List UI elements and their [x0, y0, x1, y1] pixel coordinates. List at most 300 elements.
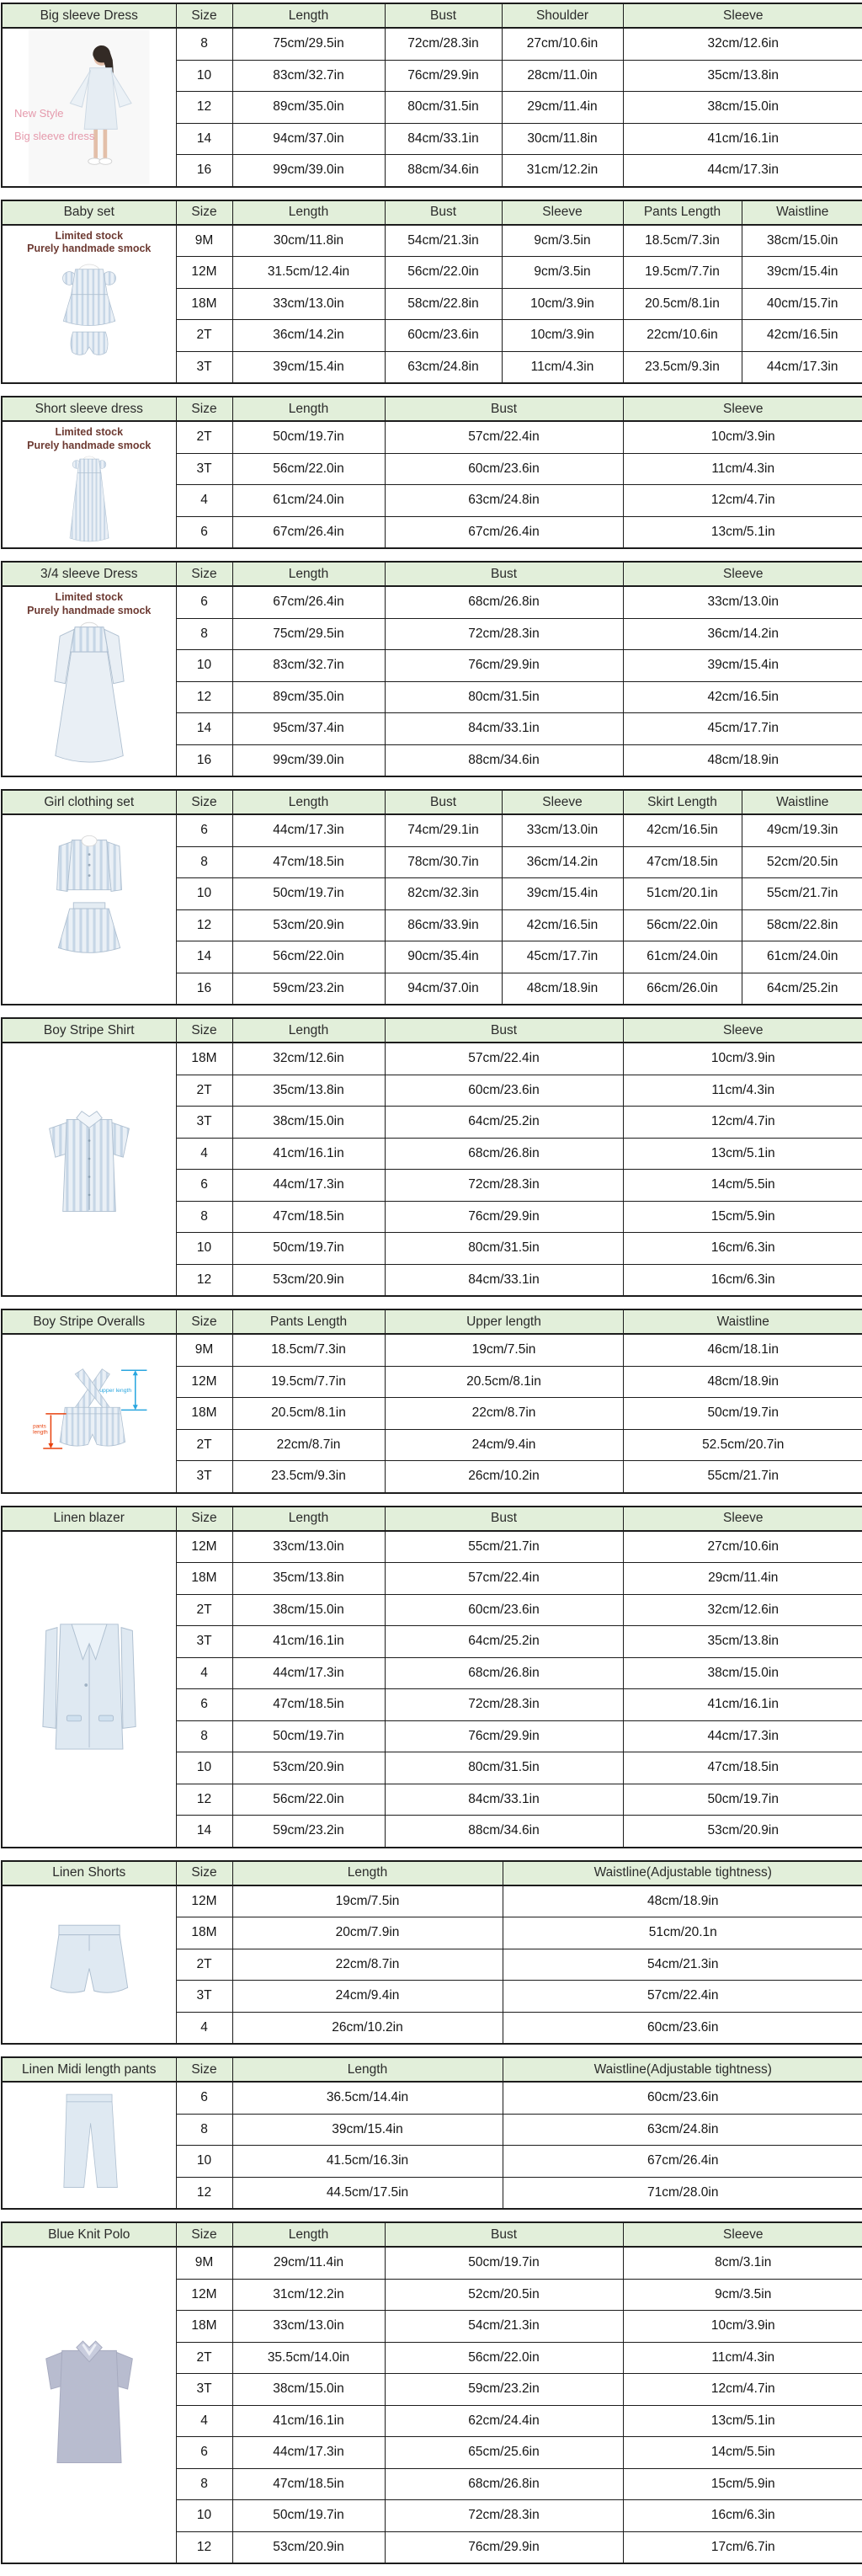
measurement-cell: 50cm/19.7in — [623, 1784, 862, 1816]
size-table-blue-knit-polo — [1, 2221, 862, 2564]
size-cell: 10 — [176, 650, 232, 682]
column-header-length: Length — [232, 1861, 503, 1885]
measurement-cell: 35.5cm/14.0in — [232, 2342, 385, 2374]
measurement-cell: 60cm/23.6in — [385, 1594, 623, 1626]
measurement-cell: 67cm/26.4in — [385, 516, 623, 548]
measurement-cell: 10cm/3.9in — [623, 1043, 862, 1075]
column-header-size: Size — [176, 562, 232, 586]
measurement-cell: 29cm/11.4in — [502, 92, 623, 124]
measurement-cell: 57cm/22.4in — [385, 1563, 623, 1595]
measurement-cell: 41cm/16.1in — [232, 1138, 385, 1170]
column-header-length: Length — [232, 1018, 385, 1043]
column-header-waistline: Waistline — [742, 790, 862, 814]
measurement-cell: 60cm/23.6in — [385, 1075, 623, 1107]
measurement-cell: 86cm/33.9in — [385, 909, 502, 941]
table-row — [2, 421, 862, 453]
column-header-length: Length — [232, 2057, 503, 2082]
measurement-cell: 31cm/12.2in — [502, 155, 623, 187]
header-row — [2, 3, 862, 28]
product-image-girl-set — [3, 815, 176, 1004]
measurement-cell: 30cm/11.8in — [232, 225, 385, 257]
column-header-sleeve: Sleeve — [623, 1018, 862, 1043]
measurement-cell: 45cm/17.7in — [502, 941, 623, 973]
measurement-cell: 38cm/15.0in — [232, 1107, 385, 1139]
size-table-girl-clothing-set — [1, 789, 862, 1005]
measurement-cell: 23.5cm/9.3in — [232, 1461, 385, 1493]
column-header-sleeve: Sleeve — [623, 2222, 862, 2247]
measurement-cell: 40cm/15.7in — [742, 288, 862, 320]
product-title: Linen Midi length pants — [2, 2057, 176, 2082]
measurement-cell: 41.5cm/16.3in — [232, 2146, 503, 2178]
measurement-cell: 61cm/24.0in — [742, 941, 862, 973]
column-header-length: Length — [232, 1507, 385, 1531]
column-header-size: Size — [176, 1309, 232, 1334]
measurement-cell: 50cm/19.7in — [232, 1720, 385, 1752]
measurement-cell: 55cm/21.7in — [385, 1531, 623, 1563]
measurement-cell: 38cm/15.0in — [232, 1594, 385, 1626]
measurement-cell: 80cm/31.5in — [385, 92, 502, 124]
measurement-cell: 88cm/34.6in — [385, 1816, 623, 1848]
measurement-cell: 16cm/6.3in — [623, 2500, 862, 2532]
measurement-cell: 44cm/17.3in — [232, 1657, 385, 1689]
size-table-linen-shorts — [1, 1860, 862, 2045]
measurement-cell: 36.5cm/14.4in — [232, 2082, 503, 2114]
measurement-cell: 13cm/5.1in — [623, 516, 862, 548]
table-row — [2, 814, 862, 846]
size-cell: 4 — [176, 2405, 232, 2437]
product-caption: New Style — [14, 107, 64, 120]
product-image-three-quarter-dress — [3, 587, 176, 776]
size-cell: 4 — [176, 1657, 232, 1689]
measurement-cell: 54cm/21.3in — [503, 1949, 862, 1981]
product-image-cell — [2, 1043, 176, 1296]
product-image-polo — [3, 2248, 176, 2563]
measurement-cell: 32cm/12.6in — [623, 1594, 862, 1626]
measurement-cell: 13cm/5.1in — [623, 2405, 862, 2437]
blue-knit-polo-illustration-icon — [25, 2325, 153, 2485]
measurement-cell: 68cm/26.8in — [385, 2468, 623, 2500]
product-caption: Limited stock — [55, 229, 124, 242]
column-header-size: Size — [176, 1018, 232, 1043]
measurement-cell: 27cm/10.6in — [623, 1531, 862, 1563]
product-title: Short sleeve dress — [2, 397, 176, 421]
size-cell: 16 — [176, 155, 232, 187]
measurement-cell: 23.5cm/9.3in — [623, 351, 742, 383]
measurement-cell: 44.5cm/17.5in — [232, 2177, 503, 2209]
measurement-cell: 19cm/7.5in — [232, 1885, 503, 1917]
measurement-cell: 55cm/21.7in — [742, 878, 862, 910]
measurement-cell: 65cm/25.6in — [385, 2437, 623, 2469]
column-header-sleeve: Sleeve — [502, 200, 623, 225]
measurement-cell: 9cm/3.5in — [502, 225, 623, 257]
measurement-cell: 15cm/5.9in — [623, 2468, 862, 2500]
column-header-sleeve: Sleeve — [623, 562, 862, 586]
boy-stripe-overalls-illustration-icon — [25, 1357, 153, 1469]
measurement-cell: 33cm/13.0in — [232, 288, 385, 320]
column-header-sleeve: Sleeve — [623, 397, 862, 421]
measurement-cell: 83cm/32.7in — [232, 60, 385, 92]
measurement-cell: 41cm/16.1in — [232, 1626, 385, 1658]
size-cell: 8 — [176, 28, 232, 60]
measurement-cell: 88cm/34.6in — [385, 155, 502, 187]
measurement-cell: 47cm/18.5in — [623, 1752, 862, 1784]
measurement-cell: 66cm/26.0in — [623, 973, 742, 1005]
measurement-cell: 80cm/31.5in — [385, 1752, 623, 1784]
measurement-cell: 99cm/39.0in — [232, 744, 385, 776]
measurement-cell: 50cm/19.7in — [232, 421, 385, 453]
measurement-cell: 61cm/24.0in — [623, 941, 742, 973]
measurement-cell: 36cm/14.2in — [623, 618, 862, 650]
baby-set-illustration-icon — [25, 256, 153, 382]
measurement-cell: 30cm/11.8in — [502, 123, 623, 155]
measurement-cell: 56cm/22.0in — [232, 1784, 385, 1816]
measurement-cell: 59cm/23.2in — [232, 1816, 385, 1848]
measurement-cell: 64cm/25.2in — [385, 1107, 623, 1139]
size-cell: 4 — [176, 1138, 232, 1170]
product-caption: Limited stock — [55, 591, 124, 603]
size-table-three-quarter-sleeve-dress — [1, 561, 862, 777]
measurement-cell: 19.5cm/7.7in — [232, 1366, 385, 1398]
measurement-cell: 22cm/8.7in — [385, 1398, 623, 1430]
measurement-cell: 41cm/16.1in — [623, 123, 862, 155]
size-table-boy-stripe-overalls — [1, 1309, 862, 1494]
measurement-cell: 78cm/30.7in — [385, 846, 502, 878]
table-row — [2, 1334, 862, 1366]
measurement-cell: 35cm/13.8in — [623, 60, 862, 92]
measurement-cell: 72cm/28.3in — [385, 28, 502, 60]
size-cell: 12M — [176, 1531, 232, 1563]
measurement-cell: 17cm/6.7in — [623, 2531, 862, 2563]
measurement-cell: 36cm/14.2in — [232, 320, 385, 352]
measurement-cell: 47cm/18.5in — [232, 1201, 385, 1233]
measurement-cell: 49cm/19.3in — [742, 814, 862, 846]
table-row — [2, 2082, 862, 2114]
column-header-pants-length: Pants Length — [232, 1309, 385, 1334]
size-cell: 14 — [176, 123, 232, 155]
measurement-cell: 51cm/20.1in — [623, 878, 742, 910]
size-cell: 2T — [176, 1594, 232, 1626]
measurement-cell: 10cm/3.9in — [623, 421, 862, 453]
product-image-baby-set — [3, 226, 176, 383]
measurement-cell: 57cm/22.4in — [385, 421, 623, 453]
girl-clothing-set-illustration-icon — [25, 830, 153, 989]
size-cell: 10 — [176, 1752, 232, 1784]
measurement-cell: 84cm/33.1in — [385, 123, 502, 155]
column-header-sleeve: Sleeve — [502, 790, 623, 814]
size-table-big-sleeve-dress — [1, 3, 862, 188]
product-caption: Big sleeve dress — [14, 129, 95, 142]
product-title: Girl clothing set — [2, 790, 176, 814]
size-cell: 9M — [176, 1334, 232, 1366]
header-row — [2, 200, 862, 225]
column-header-size: Size — [176, 1507, 232, 1531]
size-table-boy-stripe-shirt — [1, 1017, 862, 1297]
column-header-bust: Bust — [385, 1018, 623, 1043]
column-header-sleeve: Sleeve — [623, 1507, 862, 1531]
measurement-cell: 67cm/26.4in — [232, 516, 385, 548]
size-cell: 12 — [176, 1264, 232, 1296]
column-header-size: Size — [176, 397, 232, 421]
measurement-cell: 46cm/18.1in — [623, 1334, 862, 1366]
size-cell: 10 — [176, 878, 232, 910]
measurement-cell: 72cm/28.3in — [385, 2500, 623, 2532]
measurement-cell: 60cm/23.6in — [385, 453, 623, 485]
size-cell: 6 — [176, 1689, 232, 1721]
size-table-baby-set — [1, 200, 862, 385]
size-cell: 9M — [176, 2247, 232, 2279]
measurement-cell: 38cm/15.0in — [623, 92, 862, 124]
measurement-cell: 33cm/13.0in — [232, 1531, 385, 1563]
measurement-cell: 26cm/10.2in — [232, 2012, 503, 2044]
header-row — [2, 1018, 862, 1043]
measurement-cell: 67cm/26.4in — [503, 2146, 862, 2178]
measurement-cell: 20.5cm/8.1in — [623, 288, 742, 320]
column-header-size: Size — [176, 200, 232, 225]
measurement-cell: 20.5cm/8.1in — [385, 1366, 623, 1398]
measurement-cell: 11cm/4.3in — [623, 453, 862, 485]
linen-midi-pants-illustration-icon — [25, 2085, 153, 2205]
column-header-length: Length — [232, 200, 385, 225]
measurement-cell: 94cm/37.0in — [385, 973, 502, 1005]
measurement-cell: 55cm/21.7in — [623, 1461, 862, 1493]
measurement-cell: 60cm/23.6in — [503, 2012, 862, 2044]
size-cell: 2T — [176, 2342, 232, 2374]
measurement-cell: 50cm/19.7in — [232, 2500, 385, 2532]
measurement-cell: 42cm/16.5in — [623, 814, 742, 846]
measurement-cell: 75cm/29.5in — [232, 618, 385, 650]
measurement-cell: 80cm/31.5in — [385, 1233, 623, 1265]
size-cell: 18M — [176, 1043, 232, 1075]
measurement-cell: 83cm/32.7in — [232, 650, 385, 682]
measurement-cell: 50cm/19.7in — [623, 1398, 862, 1430]
size-cell: 14 — [176, 941, 232, 973]
header-row — [2, 1309, 862, 1334]
measurement-cell: 24cm/9.4in — [385, 1429, 623, 1461]
measurement-cell: 90cm/35.4in — [385, 941, 502, 973]
measurement-cell: 44cm/17.3in — [623, 1720, 862, 1752]
measurement-cell: 33cm/13.0in — [232, 2311, 385, 2343]
size-cell: 8 — [176, 846, 232, 878]
column-header-bust: Bust — [385, 790, 502, 814]
column-header-shoulder: Shoulder — [502, 3, 623, 28]
product-title: Boy Stripe Overalls — [2, 1309, 176, 1334]
column-header-length: Length — [232, 3, 385, 28]
measurement-cell: 16cm/6.3in — [623, 1264, 862, 1296]
size-cell: 6 — [176, 1170, 232, 1202]
measurement-cell: 53cm/20.9in — [232, 909, 385, 941]
measurement-cell: 52.5cm/20.7in — [623, 1429, 862, 1461]
size-cell: 10 — [176, 1233, 232, 1265]
size-cell: 8 — [176, 1201, 232, 1233]
size-cell: 10 — [176, 2500, 232, 2532]
measurement-cell: 64cm/25.2in — [385, 1626, 623, 1658]
column-header-length: Length — [232, 397, 385, 421]
measurement-cell: 53cm/20.9in — [232, 1752, 385, 1784]
measurement-cell: 54cm/21.3in — [385, 2311, 623, 2343]
measurement-cell: 14cm/5.5in — [623, 1170, 862, 1202]
measurement-cell: 22cm/8.7in — [232, 1949, 503, 1981]
measurement-cell: 56cm/22.0in — [232, 453, 385, 485]
column-header-bust: Bust — [385, 2222, 623, 2247]
size-cell: 9M — [176, 225, 232, 257]
table-row — [2, 1885, 862, 1917]
measurement-cell: 31cm/12.2in — [232, 2279, 385, 2311]
size-cell: 2T — [176, 1949, 232, 1981]
column-header-size: Size — [176, 2057, 232, 2082]
measurement-cell: 12cm/4.7in — [623, 485, 862, 517]
column-header-sleeve: Sleeve — [623, 3, 862, 28]
measurement-cell: 44cm/17.3in — [232, 1170, 385, 1202]
measurement-cell: 62cm/24.4in — [385, 2405, 623, 2437]
measurement-cell: 58cm/22.8in — [742, 909, 862, 941]
measurement-cell: 60cm/23.6in — [385, 320, 502, 352]
measurement-cell: 9cm/3.5in — [502, 257, 623, 289]
measurement-cell: 44cm/17.3in — [232, 2437, 385, 2469]
measurement-cell: 29cm/11.4in — [623, 1563, 862, 1595]
column-header-skirt-length: Skirt Length — [623, 790, 742, 814]
table-row — [2, 586, 862, 618]
product-title: Baby set — [2, 200, 176, 225]
measurement-cell: 50cm/19.7in — [232, 1233, 385, 1265]
header-row — [2, 1861, 862, 1885]
header-row — [2, 790, 862, 814]
size-cell: 3T — [176, 453, 232, 485]
measurement-cell: 44cm/17.3in — [623, 155, 862, 187]
measurement-cell: 35cm/13.8in — [623, 1626, 862, 1658]
measurement-cell: 54cm/21.3in — [385, 225, 502, 257]
measurement-cell: 35cm/13.8in — [232, 1075, 385, 1107]
measurement-cell: 94cm/37.0in — [232, 123, 385, 155]
measurement-cell: 42cm/16.5in — [742, 320, 862, 352]
measurement-cell: 10cm/3.9in — [502, 320, 623, 352]
product-caption: Limited stock — [55, 426, 124, 438]
measurement-cell: 59cm/23.2in — [385, 2374, 623, 2406]
measurement-cell: 71cm/28.0in — [503, 2177, 862, 2209]
measurement-cell: 22cm/10.6in — [623, 320, 742, 352]
size-cell: 10 — [176, 2146, 232, 2178]
boy-stripe-shirt-illustration-icon — [25, 1101, 153, 1237]
upper-length-annotation: upper length — [98, 1387, 131, 1394]
measurement-cell: 16cm/6.3in — [623, 1233, 862, 1265]
product-image-cell — [2, 225, 176, 384]
measurement-cell: 50cm/19.7in — [232, 878, 385, 910]
measurement-cell: 53cm/20.9in — [623, 1816, 862, 1848]
size-cell: 6 — [176, 516, 232, 548]
size-cell: 12 — [176, 2177, 232, 2209]
measurement-cell: 84cm/33.1in — [385, 713, 623, 745]
measurement-cell: 61cm/24.0in — [232, 485, 385, 517]
measurement-cell: 89cm/35.0in — [232, 681, 385, 713]
product-title: Linen blazer — [2, 1507, 176, 1531]
measurement-cell: 53cm/20.9in — [232, 1264, 385, 1296]
size-cell: 12M — [176, 1885, 232, 1917]
measurement-cell: 22cm/8.7in — [232, 1429, 385, 1461]
measurement-cell: 38cm/15.0in — [623, 1657, 862, 1689]
measurement-cell: 27cm/10.6in — [502, 28, 623, 60]
measurement-cell: 39cm/15.4in — [742, 257, 862, 289]
size-cell: 12M — [176, 2279, 232, 2311]
measurement-cell: 47cm/18.5in — [232, 846, 385, 878]
product-image-boy-shirt — [3, 1043, 176, 1295]
short-sleeve-dress-illustration-icon — [25, 452, 153, 547]
size-cell: 2T — [176, 421, 232, 453]
measurement-cell: 39cm/15.4in — [502, 878, 623, 910]
measurement-cell: 41cm/16.1in — [232, 2405, 385, 2437]
measurement-cell: 67cm/26.4in — [232, 586, 385, 618]
measurement-cell: 42cm/16.5in — [623, 681, 862, 713]
measurement-cell: 11cm/4.3in — [623, 2342, 862, 2374]
column-header-size: Size — [176, 1861, 232, 1885]
measurement-cell: 52cm/20.5in — [742, 846, 862, 878]
column-header-waistline: Waistline — [623, 1309, 862, 1334]
measurement-cell: 68cm/26.8in — [385, 1138, 623, 1170]
measurement-cell: 36cm/14.2in — [502, 846, 623, 878]
measurement-cell: 84cm/33.1in — [385, 1264, 623, 1296]
product-caption-group — [27, 426, 151, 452]
product-image-cell — [2, 421, 176, 548]
measurement-cell: 58cm/22.8in — [385, 288, 502, 320]
measurement-cell: 74cm/29.1in — [385, 814, 502, 846]
measurement-cell: 76cm/29.9in — [385, 1720, 623, 1752]
measurement-cell: 56cm/22.0in — [623, 909, 742, 941]
measurement-cell: 48cm/18.9in — [503, 1885, 862, 1917]
measurement-cell: 48cm/18.9in — [502, 973, 623, 1005]
measurement-cell: 64cm/25.2in — [742, 973, 862, 1005]
size-cell: 3T — [176, 1107, 232, 1139]
product-image-cell — [2, 2247, 176, 2563]
measurement-cell: 95cm/37.4in — [232, 713, 385, 745]
measurement-cell: 45cm/17.7in — [623, 713, 862, 745]
column-header-bust: Bust — [385, 200, 502, 225]
measurement-cell: 32cm/12.6in — [232, 1043, 385, 1075]
header-row — [2, 562, 862, 586]
measurement-cell: 18.5cm/7.3in — [623, 225, 742, 257]
measurement-cell: 29cm/11.4in — [232, 2247, 385, 2279]
size-cell: 3T — [176, 1626, 232, 1658]
column-header-size: Size — [176, 3, 232, 28]
header-row — [2, 2057, 862, 2082]
table-row — [2, 1531, 862, 1563]
measurement-cell: 19.5cm/7.7in — [623, 257, 742, 289]
column-header-bust: Bust — [385, 3, 502, 28]
header-row — [2, 1507, 862, 1531]
product-title: 3/4 sleeve Dress — [2, 562, 176, 586]
measurement-cell: 53cm/20.9in — [232, 2531, 385, 2563]
size-cell: 6 — [176, 586, 232, 618]
size-cell: 3T — [176, 1981, 232, 2013]
measurement-cell: 75cm/29.5in — [232, 28, 385, 60]
size-cell: 14 — [176, 713, 232, 745]
measurement-cell: 52cm/20.5in — [385, 2279, 623, 2311]
measurement-cell: 63cm/24.8in — [385, 351, 502, 383]
measurement-cell: 89cm/35.0in — [232, 92, 385, 124]
column-header-length: Length — [232, 2222, 385, 2247]
measurement-cell: 82cm/32.3in — [385, 878, 502, 910]
measurement-cell: 44cm/17.3in — [742, 351, 862, 383]
product-image-cell — [2, 1334, 176, 1493]
column-header-bust: Bust — [385, 562, 623, 586]
product-caption: Purely handmade smock — [27, 243, 152, 255]
measurement-cell: 50cm/19.7in — [385, 2247, 623, 2279]
measurement-cell: 9cm/3.5in — [623, 2279, 862, 2311]
measurement-cell: 28cm/11.0in — [502, 60, 623, 92]
column-header-waistline-adjustable-tightness: Waistline(Adjustable tightness) — [503, 1861, 862, 1885]
size-table-linen-midi-length-pants — [1, 2056, 862, 2210]
measurement-cell: 39cm/15.4in — [232, 2114, 503, 2146]
table-row — [2, 2247, 862, 2279]
measurement-cell: 88cm/34.6in — [385, 744, 623, 776]
size-cell: 12M — [176, 1366, 232, 1398]
